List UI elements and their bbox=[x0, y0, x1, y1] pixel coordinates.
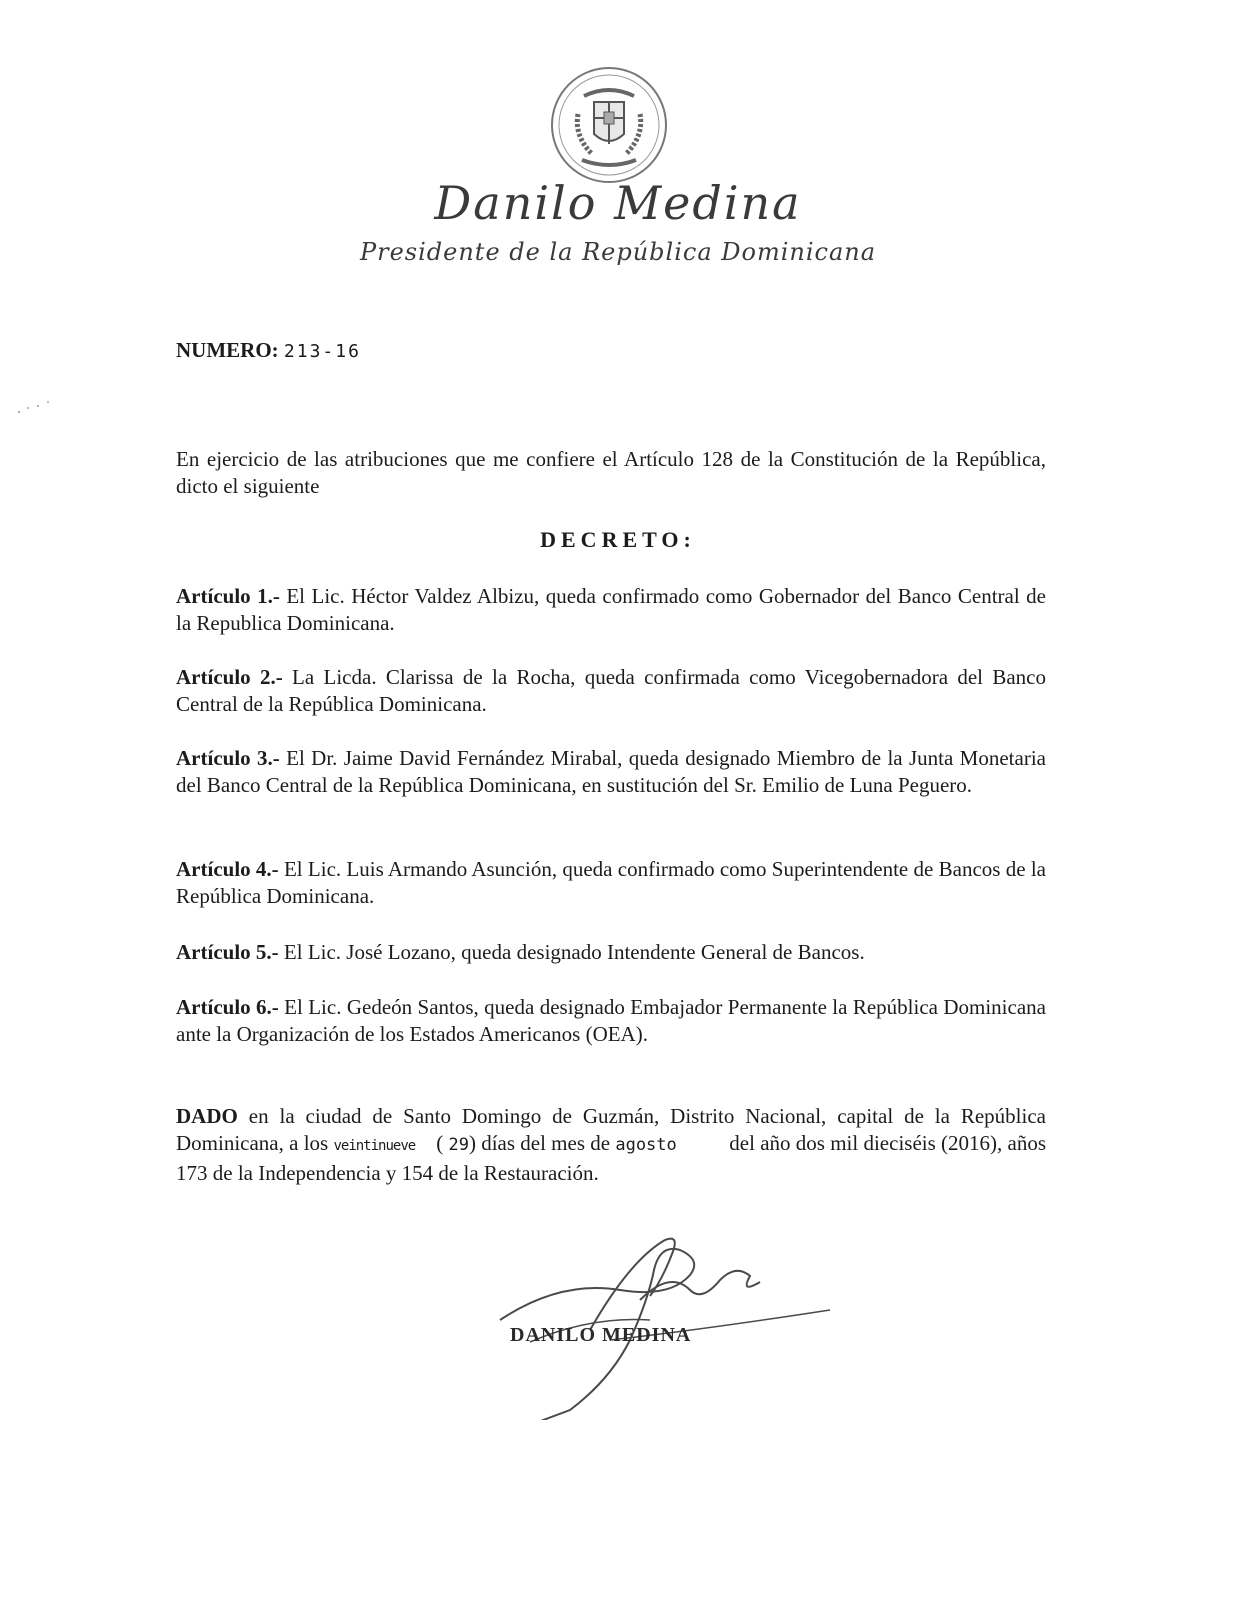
handwritten-signature bbox=[440, 1220, 860, 1420]
article-label: Artículo 5.- bbox=[176, 940, 279, 964]
decreto-heading: DECRETO: bbox=[540, 527, 696, 552]
article-6 bbox=[176, 994, 1046, 1048]
article-text: La Licda. Clarissa de la Rocha, queda confirmada como Vicegobernadora del Banco Central de la República Dominicana. bbox=[176, 665, 1046, 716]
scan-speck-marks bbox=[14, 398, 54, 418]
decree-number-value: 213-16 bbox=[283, 341, 361, 362]
article-label: Artículo 4.- bbox=[176, 857, 279, 881]
day-number-fill: 29 bbox=[448, 1135, 469, 1155]
article-text: El Lic. Luis Armando Asunción, queda confirmado como Superintendente de Bancos de la República Dominicana. bbox=[176, 857, 1046, 908]
dado-text-2: ) días del mes de bbox=[468, 1131, 616, 1155]
dado-text-3: del año dos mil dieciséis (2016), años 173 de la Independencia y 154 de la Restauración. bbox=[176, 1131, 1047, 1185]
article-4 bbox=[176, 856, 1046, 910]
dado-text-1: en la ciudad de Santo Domingo de Guzmán, Distrito Nacional, capital de la República Dominicana, a los bbox=[176, 1104, 1046, 1155]
day-open-paren: ( bbox=[436, 1131, 444, 1155]
article-text: El Lic. Héctor Valdez Albizu, queda confirmado como Gobernador del Banco Central de la Republica Dominicana. bbox=[176, 584, 1046, 635]
article-label: Artículo 2.- bbox=[176, 665, 283, 689]
article-text: El Lic. Gedeón Santos, queda designado Embajador Permanente la República Dominicana ante la Organización de los Estados Americanos (OEA). bbox=[176, 995, 1046, 1046]
dado-label: DADO bbox=[176, 1104, 238, 1128]
article-text: El Lic. José Lozano, queda designado Intendente General de Bancos. bbox=[278, 940, 865, 964]
article-text: El Dr. Jaime David Fernández Mirabal, queda designado Miembro de la Junta Monetaria del Banco Central de la República Dominicana, en sustitución del Sr. Emilio de Luna Peguero. bbox=[176, 746, 1046, 797]
day-words-fill: veintinueve bbox=[333, 1138, 416, 1154]
article-5 bbox=[176, 939, 1046, 966]
president-title-header: Presidente de la República Dominicana bbox=[359, 238, 877, 266]
dado-paragraph bbox=[176, 1103, 1046, 1187]
article-1 bbox=[176, 583, 1046, 637]
president-name-header: Danilo Medina bbox=[434, 176, 802, 230]
decree-number-label: NUMERO: bbox=[176, 338, 279, 362]
article-3 bbox=[176, 745, 1046, 799]
intro-paragraph: En ejercicio de las atribuciones que me confiere el Artículo 128 de la Constitución de la República, dicto el siguiente bbox=[176, 447, 1046, 498]
article-label: Artículo 1.- bbox=[176, 584, 280, 608]
article-2 bbox=[176, 664, 1046, 718]
article-label: Artículo 6.- bbox=[176, 995, 279, 1019]
article-label: Artículo 3.- bbox=[176, 746, 280, 770]
signatory-name: DANILO MEDINA bbox=[510, 1324, 692, 1346]
coat-of-arms-seal bbox=[548, 64, 670, 186]
decree-number bbox=[176, 338, 361, 363]
month-fill: agosto bbox=[615, 1135, 677, 1155]
